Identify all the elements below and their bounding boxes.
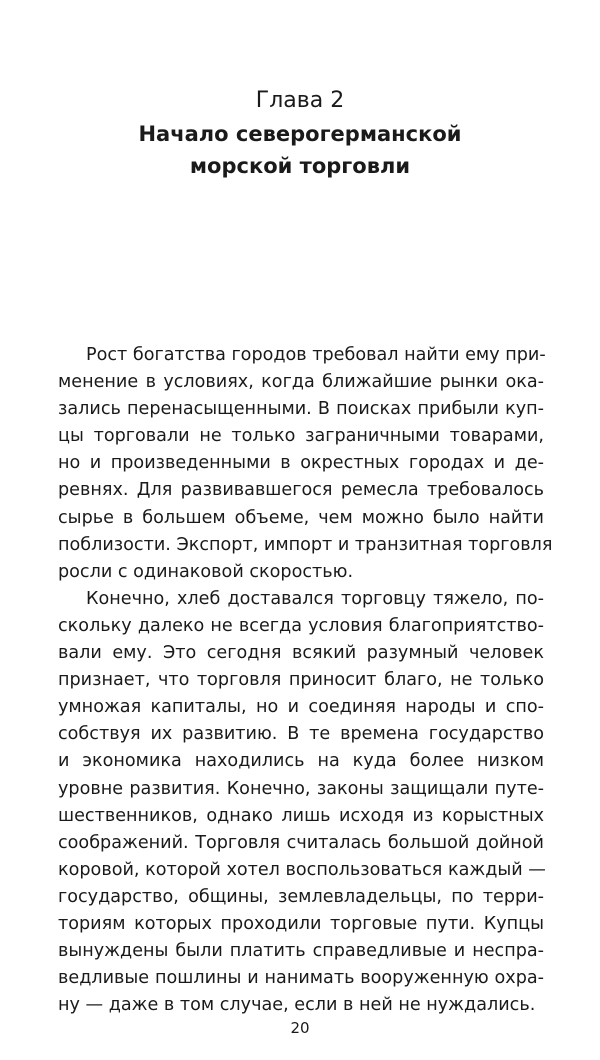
chapter-number: Глава 2 — [255, 88, 345, 113]
text-line: государство, общины, землевладельцы, по терри- — [58, 886, 544, 907]
text-line: уровне развития. Конечно, законы защищали путе- — [58, 778, 544, 799]
text-line: признает, что торговля приносит благо, не только — [58, 670, 544, 691]
paragraph — [58, 342, 553, 586]
text-line: скольку далеко не всегда условия благоприятство- — [58, 615, 544, 636]
text-line: соображений. Торговля считалась большой дойной — [58, 832, 544, 853]
page-number: 20 — [290, 1019, 310, 1037]
text-line: росли с одинаковой скоростью. — [58, 561, 354, 582]
paragraph — [58, 586, 544, 1020]
text-line: и экономика находились на куда более низком — [58, 751, 544, 772]
text-line: цы торговали не только заграничными товарами, — [58, 426, 544, 447]
chapter-title-line: морской торговли — [189, 154, 411, 178]
text-line: поблизости. Экспорт, импорт и транзитная торговля — [58, 534, 553, 555]
text-line: Конечно, хлеб доставался торговцу тяжело, по- — [86, 588, 544, 609]
text-line: ревнях. Для развивавшегося ремесла требовалось — [58, 480, 544, 501]
text-line: шественников, однако лишь исходя из корыстных — [58, 805, 544, 826]
text-line: сырье в большем объеме, чем можно было найти — [58, 507, 544, 528]
chapter-title-line: Начало северогерманской — [138, 122, 462, 146]
text-line: умножая капиталы, но и соединяя народы и спо- — [58, 697, 544, 718]
text-line: ну — даже в том случае, если в ней не нуждались. — [58, 995, 536, 1016]
text-line: менение в условиях, когда ближайшие рынки ока- — [58, 372, 544, 393]
text-line: собствуя их развитию. В те времена государство — [58, 724, 544, 745]
text-line: коровой, которой хотел воспользоваться каждый — — [58, 859, 546, 880]
chapter-title — [0, 118, 600, 182]
text-line: зались перенасыщенными. В поисках прибыли куп- — [58, 399, 544, 420]
text-line: но и произведенными в окрестных городах и де- — [58, 453, 544, 474]
text-line: ведливые пошлины и нанимать вооруженную охра- — [58, 968, 544, 989]
text-line: вынуждены были платить справедливые и неспра- — [58, 941, 544, 962]
text-line: Рост богатства городов требовал найти ему при- — [86, 345, 546, 365]
text-line: ториям которых проходили торговые пути. Купцы — [58, 913, 544, 934]
chapter-body — [58, 342, 553, 1019]
text-line: вали ему. Это сегодня всякий разумный человек — [58, 643, 544, 664]
